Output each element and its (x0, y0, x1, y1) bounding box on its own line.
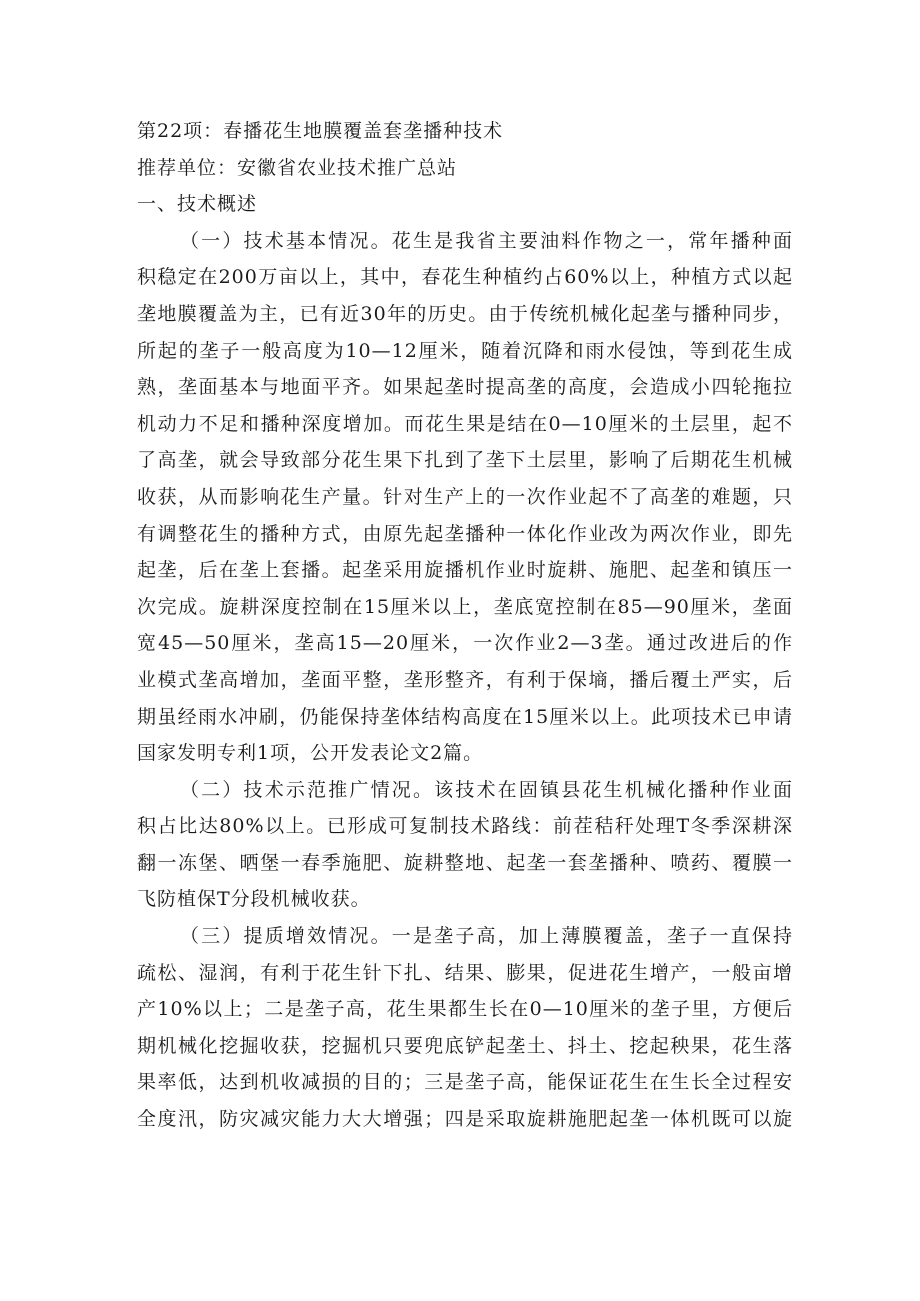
paragraph-line: 翻一冻堡、晒堡一春季施肥、旋耕整地、起垄一套垄播种、喷药、覆膜一 (137, 851, 793, 874)
paragraph-line: 疏松、湿润，有利于花生针下扎、结果、膨果，促进花生增产，一般亩增 (137, 961, 793, 984)
paragraph-line: （一）技术基本情况。花生是我省主要油料作物之一，常年播种面 (180, 229, 793, 252)
paragraph-quality-efficiency (137, 918, 793, 1138)
paragraph-line: 产10%以上；二是垄子高，花生果都生长在0—10厘米的垄子里，方便后 (137, 998, 793, 1021)
recommending-unit: 推荐单位：安徽省农业技术推广总站 (137, 156, 458, 179)
paragraph-line: 国家发明专利1项，公开发表论文2篇。 (137, 742, 484, 765)
paragraph-line: 全度汛，防灾减灾能力大大增强；四是采取旋耕施肥起垄一体机既可以旋 (137, 1108, 793, 1131)
paragraph-line: 次完成。旋耕深度控制在15厘米以上，垄底宽控制在85—90厘米，垄面 (137, 595, 793, 618)
paragraph-line: 飞防植保T分段机械收获。 (137, 888, 371, 911)
paragraph-demonstration (137, 772, 793, 918)
paragraph-line: 垄地膜覆盖为主，已有近30年的历史。由于传统机械化起垄与播种同步， (137, 302, 793, 325)
paragraph-line: 收获，从而影响花生产量。针对生产上的一次作业起不了高垄的难题，只 (137, 485, 793, 508)
paragraph-line: 期机械化挖掘收获，挖掘机只要兜底铲起垄土、抖土、挖起秧果，花生落 (137, 1034, 793, 1057)
paragraph-line: 期虽经雨水冲刷，仍能保持垄体结构高度在15厘米以上。此项技术已申请 (137, 705, 793, 728)
paragraph-line: 果率低，达到机收减损的目的；三是垄子高，能保证花生在生长全过程安 (137, 1071, 793, 1094)
document-title: 第22项：春播花生地膜覆盖套垄播种技术 (137, 120, 504, 142)
paragraph-line: 机动力不足和播种深度增加。而花生果是结在0—10厘米的土层里，起不 (137, 412, 793, 435)
paragraph-line: 业模式垄高增加，垄面平整，垄形整齐，有利于保墒，播后覆土严实，后 (137, 668, 793, 691)
paragraph-basic-situation (137, 223, 793, 772)
paragraph-line: 有调整花生的播种方式，由原先起垄播种一体化作业改为两次作业，即先 (137, 522, 793, 545)
paragraph-line: 了高垄，就会导致部分花生果下扎到了垄下土层里，影响了后期花生机械 (137, 449, 793, 472)
paragraph-line: 熟，垄面基本与地面平齐。如果起垄时提高垄的高度，会造成小四轮拖拉 (137, 376, 793, 399)
document-body (137, 113, 793, 1138)
section-heading: 一、技术概述 (137, 193, 258, 216)
paragraph-line: （三）提质增效情况。一是垄子高，加上薄膜覆盖，垄子一直保持 (180, 925, 793, 948)
paragraph-line: 积稳定在200万亩以上，其中，春花生种植约占60%以上，种植方式以起 (137, 266, 793, 289)
paragraph-line: 宽45—50厘米，垄高15—20厘米，一次作业2—3垄。通过改进后的作 (137, 632, 793, 655)
paragraph-line: 积占比达80%以上。已形成可复制技术路线：前茬秸秆处理T冬季深耕深 (137, 815, 793, 838)
paragraph-line: （二）技术示范推广情况。该技术在固镇县花生机械化播种作业面 (180, 778, 793, 801)
paragraph-line: 起垄，后在垄上套播。起垄采用旋播机作业时旋耕、施肥、起垄和镇压一 (137, 559, 793, 582)
paragraph-line: 所起的垄子一般高度为10—12厘米，随着沉降和雨水侵蚀，等到花生成 (137, 339, 793, 362)
